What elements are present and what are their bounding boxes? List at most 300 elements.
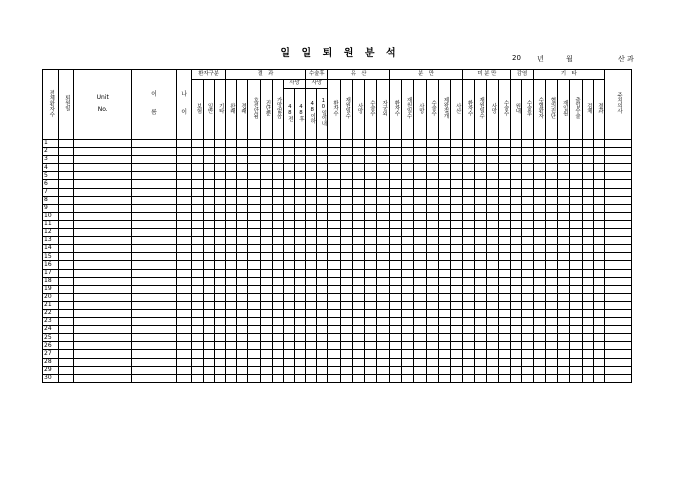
entry-cell[interactable]: [545, 140, 557, 148]
entry-cell[interactable]: [58, 212, 74, 220]
entry-cell[interactable]: [474, 253, 486, 261]
entry-cell[interactable]: [306, 188, 317, 196]
entry-cell[interactable]: [426, 358, 438, 366]
entry-cell[interactable]: [593, 220, 604, 228]
entry-cell[interactable]: [486, 269, 498, 277]
entry-cell[interactable]: [558, 326, 570, 334]
entry-cell[interactable]: [365, 342, 377, 350]
entry-cell[interactable]: [261, 261, 272, 269]
entry-cell[interactable]: [214, 350, 225, 358]
entry-cell[interactable]: [248, 156, 261, 164]
entry-cell[interactable]: [294, 350, 305, 358]
entry-cell[interactable]: [248, 148, 261, 156]
entry-cell[interactable]: [214, 261, 225, 269]
entry-cell[interactable]: [522, 261, 533, 269]
entry-cell[interactable]: [389, 156, 401, 164]
entry-cell[interactable]: [132, 156, 177, 164]
entry-cell[interactable]: [545, 261, 557, 269]
entry-cell[interactable]: [593, 261, 604, 269]
entry-cell[interactable]: [132, 342, 177, 350]
entry-cell[interactable]: [58, 334, 74, 342]
entry-cell[interactable]: [522, 253, 533, 261]
entry-cell[interactable]: [317, 196, 328, 204]
entry-cell[interactable]: [593, 342, 604, 350]
entry-cell[interactable]: [306, 180, 317, 188]
entry-cell[interactable]: [248, 180, 261, 188]
entry-cell[interactable]: [582, 237, 593, 245]
entry-cell[interactable]: [74, 318, 132, 326]
entry-cell[interactable]: [294, 358, 305, 366]
entry-cell[interactable]: [605, 164, 632, 172]
entry-cell[interactable]: [438, 301, 450, 309]
entry-cell[interactable]: [593, 196, 604, 204]
entry-cell[interactable]: [328, 220, 340, 228]
entry-cell[interactable]: [533, 172, 545, 180]
entry-cell[interactable]: [203, 309, 214, 317]
entry-cell[interactable]: [451, 164, 463, 172]
entry-cell[interactable]: [486, 293, 498, 301]
entry-cell[interactable]: [328, 140, 340, 148]
entry-cell[interactable]: [533, 245, 545, 253]
entry-cell[interactable]: [203, 188, 214, 196]
entry-cell[interactable]: [474, 164, 486, 172]
entry-cell[interactable]: [317, 326, 328, 334]
entry-cell[interactable]: [352, 229, 364, 237]
entry-cell[interactable]: [389, 334, 401, 342]
entry-cell[interactable]: [558, 172, 570, 180]
entry-cell[interactable]: [414, 156, 426, 164]
entry-cell[interactable]: [74, 172, 132, 180]
entry-cell[interactable]: [605, 220, 632, 228]
entry-cell[interactable]: [58, 350, 74, 358]
entry-cell[interactable]: [402, 229, 414, 237]
entry-cell[interactable]: [294, 326, 305, 334]
entry-cell[interactable]: [426, 245, 438, 253]
entry-cell[interactable]: [317, 180, 328, 188]
entry-cell[interactable]: [499, 293, 511, 301]
entry-cell[interactable]: [558, 301, 570, 309]
entry-cell[interactable]: [414, 374, 426, 382]
entry-cell[interactable]: [132, 245, 177, 253]
entry-cell[interactable]: [261, 164, 272, 172]
entry-cell[interactable]: [203, 301, 214, 309]
entry-cell[interactable]: [352, 358, 364, 366]
entry-cell[interactable]: [486, 245, 498, 253]
entry-cell[interactable]: [340, 164, 352, 172]
entry-cell[interactable]: [328, 148, 340, 156]
entry-cell[interactable]: [533, 309, 545, 317]
entry-cell[interactable]: [545, 148, 557, 156]
entry-cell[interactable]: [402, 164, 414, 172]
entry-cell[interactable]: [451, 261, 463, 269]
entry-cell[interactable]: [463, 172, 474, 180]
entry-cell[interactable]: [192, 285, 203, 293]
entry-cell[interactable]: [570, 334, 582, 342]
entry-cell[interactable]: [365, 366, 377, 374]
entry-cell[interactable]: [389, 358, 401, 366]
entry-cell[interactable]: [558, 342, 570, 350]
entry-cell[interactable]: [306, 277, 317, 285]
entry-cell[interactable]: [438, 342, 450, 350]
entry-cell[interactable]: [192, 342, 203, 350]
entry-cell[interactable]: [438, 285, 450, 293]
entry-cell[interactable]: [294, 277, 305, 285]
entry-cell[interactable]: [389, 309, 401, 317]
entry-cell[interactable]: [474, 245, 486, 253]
entry-cell[interactable]: [283, 237, 294, 245]
entry-cell[interactable]: [317, 148, 328, 156]
entry-cell[interactable]: [570, 164, 582, 172]
entry-cell[interactable]: [499, 285, 511, 293]
entry-cell[interactable]: [132, 140, 177, 148]
entry-cell[interactable]: [605, 148, 632, 156]
entry-cell[interactable]: [214, 204, 225, 212]
entry-cell[interactable]: [236, 293, 247, 301]
entry-cell[interactable]: [176, 261, 192, 269]
entry-cell[interactable]: [499, 220, 511, 228]
entry-cell[interactable]: [451, 253, 463, 261]
entry-cell[interactable]: [236, 212, 247, 220]
entry-cell[interactable]: [328, 245, 340, 253]
entry-cell[interactable]: [283, 342, 294, 350]
entry-cell[interactable]: [426, 140, 438, 148]
entry-cell[interactable]: [306, 212, 317, 220]
entry-cell[interactable]: [176, 164, 192, 172]
entry-cell[interactable]: [605, 350, 632, 358]
entry-cell[interactable]: [203, 164, 214, 172]
entry-cell[interactable]: [306, 229, 317, 237]
entry-cell[interactable]: [306, 237, 317, 245]
entry-cell[interactable]: [570, 212, 582, 220]
entry-cell[interactable]: [340, 180, 352, 188]
entry-cell[interactable]: [203, 204, 214, 212]
entry-cell[interactable]: [426, 188, 438, 196]
entry-cell[interactable]: [377, 140, 389, 148]
entry-cell[interactable]: [533, 140, 545, 148]
entry-cell[interactable]: [558, 140, 570, 148]
entry-cell[interactable]: [352, 220, 364, 228]
entry-cell[interactable]: [499, 277, 511, 285]
entry-cell[interactable]: [414, 220, 426, 228]
entry-cell[interactable]: [294, 342, 305, 350]
entry-cell[interactable]: [352, 309, 364, 317]
entry-cell[interactable]: [511, 293, 522, 301]
entry-cell[interactable]: [283, 196, 294, 204]
entry-cell[interactable]: [438, 140, 450, 148]
entry-cell[interactable]: [499, 342, 511, 350]
entry-cell[interactable]: [533, 318, 545, 326]
entry-cell[interactable]: [570, 148, 582, 156]
entry-cell[interactable]: [328, 261, 340, 269]
entry-cell[interactable]: [203, 212, 214, 220]
entry-cell[interactable]: [402, 277, 414, 285]
entry-cell[interactable]: [283, 220, 294, 228]
entry-cell[interactable]: [499, 261, 511, 269]
entry-cell[interactable]: [570, 253, 582, 261]
entry-cell[interactable]: [192, 253, 203, 261]
entry-cell[interactable]: [558, 229, 570, 237]
entry-cell[interactable]: [176, 350, 192, 358]
entry-cell[interactable]: [570, 188, 582, 196]
entry-cell[interactable]: [486, 366, 498, 374]
entry-cell[interactable]: [511, 253, 522, 261]
entry-cell[interactable]: [328, 269, 340, 277]
entry-cell[interactable]: [402, 220, 414, 228]
entry-cell[interactable]: [377, 301, 389, 309]
entry-cell[interactable]: [389, 237, 401, 245]
entry-cell[interactable]: [261, 188, 272, 196]
entry-cell[interactable]: [225, 366, 236, 374]
entry-cell[interactable]: [377, 164, 389, 172]
entry-cell[interactable]: [522, 358, 533, 366]
entry-cell[interactable]: [402, 301, 414, 309]
entry-cell[interactable]: [328, 188, 340, 196]
entry-cell[interactable]: [317, 261, 328, 269]
entry-cell[interactable]: [352, 318, 364, 326]
entry-cell[interactable]: [203, 180, 214, 188]
entry-cell[interactable]: [426, 285, 438, 293]
entry-cell[interactable]: [176, 180, 192, 188]
entry-cell[interactable]: [377, 212, 389, 220]
entry-cell[interactable]: [306, 374, 317, 382]
entry-cell[interactable]: [58, 269, 74, 277]
entry-cell[interactable]: [352, 285, 364, 293]
entry-cell[interactable]: [593, 301, 604, 309]
entry-cell[interactable]: [522, 318, 533, 326]
entry-cell[interactable]: [58, 196, 74, 204]
entry-cell[interactable]: [463, 237, 474, 245]
entry-cell[interactable]: [605, 277, 632, 285]
entry-cell[interactable]: [214, 374, 225, 382]
entry-cell[interactable]: [570, 172, 582, 180]
entry-cell[interactable]: [593, 140, 604, 148]
entry-cell[interactable]: [389, 180, 401, 188]
entry-cell[interactable]: [261, 269, 272, 277]
entry-cell[interactable]: [377, 148, 389, 156]
entry-cell[interactable]: [365, 253, 377, 261]
entry-cell[interactable]: [58, 229, 74, 237]
entry-cell[interactable]: [522, 212, 533, 220]
entry-cell[interactable]: [545, 237, 557, 245]
entry-cell[interactable]: [214, 212, 225, 220]
entry-cell[interactable]: [511, 358, 522, 366]
entry-cell[interactable]: [582, 342, 593, 350]
entry-cell[interactable]: [294, 269, 305, 277]
entry-cell[interactable]: [414, 285, 426, 293]
entry-cell[interactable]: [593, 212, 604, 220]
entry-cell[interactable]: [272, 269, 283, 277]
entry-cell[interactable]: [328, 285, 340, 293]
entry-cell[interactable]: [272, 148, 283, 156]
entry-cell[interactable]: [426, 334, 438, 342]
entry-cell[interactable]: [306, 334, 317, 342]
entry-cell[interactable]: [402, 237, 414, 245]
entry-cell[interactable]: [522, 188, 533, 196]
entry-cell[interactable]: [377, 261, 389, 269]
entry-cell[interactable]: [558, 253, 570, 261]
entry-cell[interactable]: [248, 212, 261, 220]
entry-cell[interactable]: [463, 140, 474, 148]
entry-cell[interactable]: [533, 196, 545, 204]
entry-cell[interactable]: [283, 229, 294, 237]
entry-cell[interactable]: [463, 156, 474, 164]
entry-cell[interactable]: [389, 245, 401, 253]
entry-cell[interactable]: [352, 172, 364, 180]
entry-cell[interactable]: [511, 261, 522, 269]
entry-cell[interactable]: [225, 196, 236, 204]
entry-cell[interactable]: [340, 212, 352, 220]
entry-cell[interactable]: [545, 350, 557, 358]
entry-cell[interactable]: [474, 180, 486, 188]
entry-cell[interactable]: [203, 261, 214, 269]
entry-cell[interactable]: [192, 164, 203, 172]
entry-cell[interactable]: [176, 212, 192, 220]
entry-cell[interactable]: [283, 212, 294, 220]
entry-cell[interactable]: [545, 188, 557, 196]
entry-cell[interactable]: [306, 196, 317, 204]
entry-cell[interactable]: [317, 188, 328, 196]
entry-cell[interactable]: [132, 358, 177, 366]
entry-cell[interactable]: [176, 309, 192, 317]
entry-cell[interactable]: [486, 285, 498, 293]
entry-cell[interactable]: [463, 318, 474, 326]
entry-cell[interactable]: [463, 374, 474, 382]
entry-cell[interactable]: [317, 366, 328, 374]
entry-cell[interactable]: [474, 293, 486, 301]
entry-cell[interactable]: [214, 245, 225, 253]
entry-cell[interactable]: [438, 253, 450, 261]
entry-cell[interactable]: [192, 148, 203, 156]
entry-cell[interactable]: [545, 309, 557, 317]
entry-cell[interactable]: [426, 301, 438, 309]
entry-cell[interactable]: [74, 285, 132, 293]
entry-cell[interactable]: [474, 366, 486, 374]
entry-cell[interactable]: [414, 237, 426, 245]
entry-cell[interactable]: [272, 342, 283, 350]
entry-cell[interactable]: [248, 245, 261, 253]
entry-cell[interactable]: [340, 229, 352, 237]
entry-cell[interactable]: [499, 350, 511, 358]
entry-cell[interactable]: [451, 334, 463, 342]
entry-cell[interactable]: [272, 334, 283, 342]
entry-cell[interactable]: [438, 277, 450, 285]
entry-cell[interactable]: [261, 253, 272, 261]
entry-cell[interactable]: [203, 366, 214, 374]
entry-cell[interactable]: [499, 164, 511, 172]
entry-cell[interactable]: [474, 350, 486, 358]
entry-cell[interactable]: [511, 366, 522, 374]
entry-cell[interactable]: [511, 277, 522, 285]
entry-cell[interactable]: [377, 237, 389, 245]
entry-cell[interactable]: [545, 180, 557, 188]
entry-cell[interactable]: [545, 358, 557, 366]
entry-cell[interactable]: [176, 374, 192, 382]
entry-cell[interactable]: [352, 245, 364, 253]
entry-cell[interactable]: [225, 334, 236, 342]
entry-cell[interactable]: [605, 285, 632, 293]
entry-cell[interactable]: [545, 229, 557, 237]
entry-cell[interactable]: [377, 172, 389, 180]
entry-cell[interactable]: [225, 301, 236, 309]
entry-cell[interactable]: [570, 318, 582, 326]
entry-cell[interactable]: [352, 253, 364, 261]
entry-cell[interactable]: [558, 334, 570, 342]
entry-cell[interactable]: [225, 140, 236, 148]
entry-cell[interactable]: [294, 180, 305, 188]
entry-cell[interactable]: [352, 342, 364, 350]
entry-cell[interactable]: [306, 342, 317, 350]
entry-cell[interactable]: [340, 245, 352, 253]
entry-cell[interactable]: [414, 172, 426, 180]
entry-cell[interactable]: [236, 334, 247, 342]
entry-cell[interactable]: [294, 164, 305, 172]
entry-cell[interactable]: [192, 326, 203, 334]
entry-cell[interactable]: [132, 196, 177, 204]
entry-cell[interactable]: [203, 277, 214, 285]
entry-cell[interactable]: [340, 350, 352, 358]
entry-cell[interactable]: [365, 237, 377, 245]
entry-cell[interactable]: [365, 220, 377, 228]
entry-cell[interactable]: [328, 301, 340, 309]
entry-cell[interactable]: [261, 374, 272, 382]
entry-cell[interactable]: [294, 366, 305, 374]
entry-cell[interactable]: [203, 148, 214, 156]
entry-cell[interactable]: [451, 188, 463, 196]
entry-cell[interactable]: [389, 204, 401, 212]
entry-cell[interactable]: [438, 229, 450, 237]
entry-cell[interactable]: [426, 261, 438, 269]
entry-cell[interactable]: [317, 301, 328, 309]
entry-cell[interactable]: [511, 212, 522, 220]
entry-cell[interactable]: [306, 172, 317, 180]
entry-cell[interactable]: [272, 237, 283, 245]
entry-cell[interactable]: [132, 285, 177, 293]
entry-cell[interactable]: [414, 212, 426, 220]
entry-cell[interactable]: [236, 350, 247, 358]
entry-cell[interactable]: [365, 180, 377, 188]
entry-cell[interactable]: [377, 196, 389, 204]
entry-cell[interactable]: [582, 180, 593, 188]
entry-cell[interactable]: [203, 172, 214, 180]
entry-cell[interactable]: [593, 156, 604, 164]
entry-cell[interactable]: [317, 172, 328, 180]
entry-cell[interactable]: [463, 245, 474, 253]
entry-cell[interactable]: [236, 229, 247, 237]
entry-cell[interactable]: [225, 358, 236, 366]
entry-cell[interactable]: [283, 261, 294, 269]
entry-cell[interactable]: [474, 204, 486, 212]
entry-cell[interactable]: [570, 293, 582, 301]
entry-cell[interactable]: [317, 285, 328, 293]
entry-cell[interactable]: [317, 309, 328, 317]
entry-cell[interactable]: [451, 180, 463, 188]
entry-cell[interactable]: [558, 164, 570, 172]
entry-cell[interactable]: [593, 350, 604, 358]
entry-cell[interactable]: [389, 285, 401, 293]
entry-cell[interactable]: [474, 342, 486, 350]
entry-cell[interactable]: [306, 148, 317, 156]
entry-cell[interactable]: [414, 164, 426, 172]
entry-cell[interactable]: [294, 156, 305, 164]
entry-cell[interactable]: [236, 277, 247, 285]
entry-cell[interactable]: [317, 164, 328, 172]
entry-cell[interactable]: [317, 156, 328, 164]
entry-cell[interactable]: [328, 164, 340, 172]
entry-cell[interactable]: [294, 253, 305, 261]
entry-cell[interactable]: [582, 366, 593, 374]
entry-cell[interactable]: [261, 358, 272, 366]
entry-cell[interactable]: [486, 180, 498, 188]
